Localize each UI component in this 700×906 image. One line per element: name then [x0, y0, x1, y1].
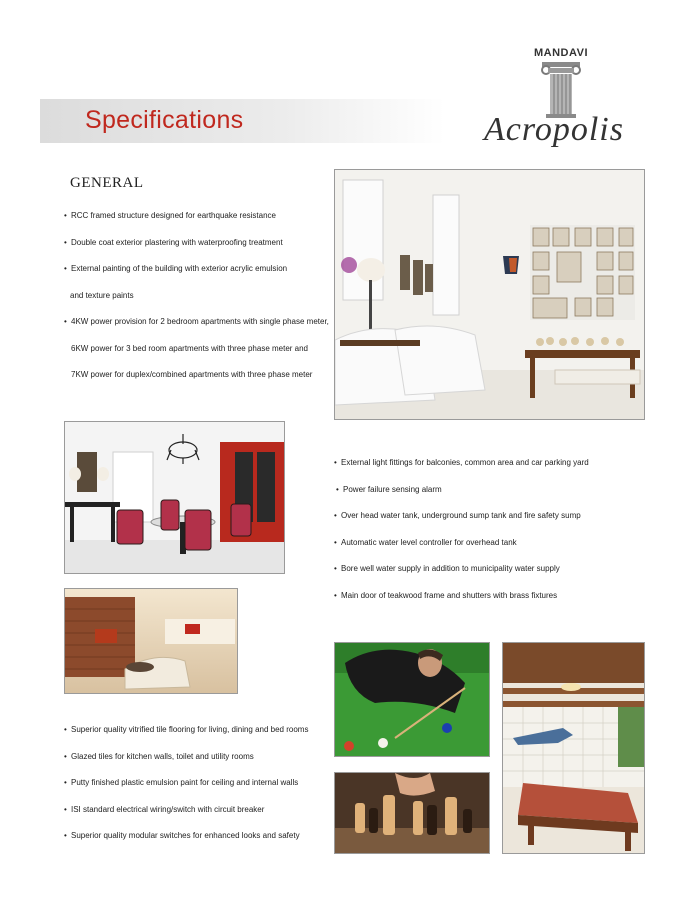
general-spec-list	[64, 211, 329, 397]
living-room-photo	[334, 169, 645, 420]
services-spec-list	[334, 458, 589, 617]
list-item: • External light fittings for balconies, common area and car parking yard	[334, 458, 589, 467]
chess-photo	[334, 772, 490, 854]
list-item: • Over head water tank, underground sump tank and fire safety sump	[334, 511, 581, 520]
finishes-spec-list	[64, 725, 308, 858]
list-item: • External painting of the building with exterior acrylic emulsion	[64, 264, 288, 273]
list-item: • ISI standard electrical wiring/switch with circuit breaker	[64, 804, 265, 814]
list-item: • Automatic water level controller for overhead tank	[334, 537, 517, 547]
list-item: 7KW power for duplex/combined apartments with three phase meter	[71, 370, 313, 379]
list-item: and texture paints	[70, 290, 134, 300]
billiard-room-photo	[502, 642, 645, 854]
brand-top-label: MANDAVI	[534, 47, 589, 59]
list-item: • Superior quality vitrified tile flooring for living, dining and bed rooms	[64, 725, 309, 734]
list-item: 6KW power for 3 bed room apartments with three phase meter and	[71, 343, 309, 353]
list-item: • 4KW power provision for 2 bedroom apartments with single phase meter,	[64, 317, 329, 326]
list-item: • Glazed tiles for kitchen walls, toilet and utility rooms	[64, 751, 254, 761]
brand-name: Acropolis	[484, 111, 624, 148]
lounge-photo	[64, 588, 238, 694]
list-item: • Putty finished plastic emulsion paint for ceiling and internal walls	[64, 778, 299, 787]
list-item: • Main door of teakwood frame and shutters with brass fixtures	[334, 590, 558, 600]
list-item: • Power failure sensing alarm	[336, 484, 442, 494]
list-item: • RCC framed structure designed for earthquake resistance	[64, 211, 276, 220]
list-item: • Bore well water supply in addition to municipality water supply	[334, 564, 560, 573]
dining-room-photo	[64, 421, 285, 574]
snooker-photo	[334, 642, 490, 757]
list-item: • Double coat exterior plastering with waterproofing treatment	[64, 237, 283, 247]
section-heading-general: GENERAL	[70, 175, 144, 191]
page-title: Specifications	[85, 106, 244, 134]
list-item: • Superior quality modular switches for enhanced looks and safety	[64, 831, 300, 840]
